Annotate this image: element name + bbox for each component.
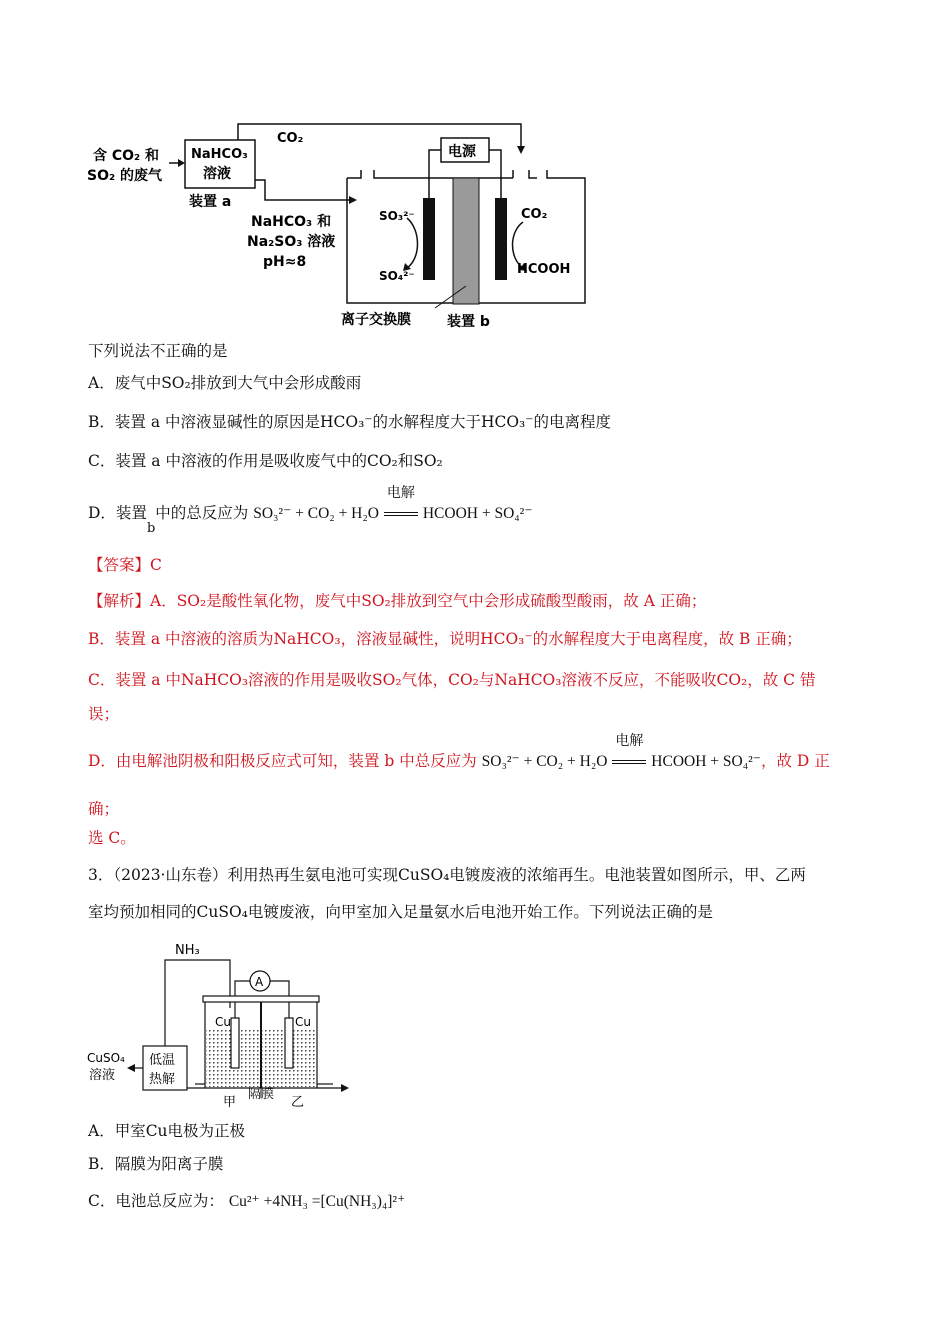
q2-exp-d <box>88 733 830 773</box>
device-b-label: 装置 b <box>447 314 490 330</box>
cu-electrode-left <box>231 1018 239 1068</box>
q3-stem-1: 3．（2023·山东卷）利用热再生氨电池可实现CuSO₄电镀废液的浓缩再生。电池装置如图所示，甲、乙两 <box>88 866 806 884</box>
waste-gas-label-1: 含 CO₂ 和 <box>93 148 160 164</box>
q2-exp-c2: 误； <box>88 705 120 723</box>
q3-c-prefix: C．电池总反应为： <box>88 1192 224 1210</box>
device-a-label: 装置 a <box>189 194 232 210</box>
q2-exp-c1: C．装置 a 中NaHCO₃溶液的作用是吸收SO₂气体，CO₂与NaHCO₃溶液不反应，不能吸收CO₂，故 C 错 <box>88 671 816 689</box>
power-label: 电源 <box>448 144 476 160</box>
cuso4-label-2: 溶液 <box>89 1068 116 1083</box>
q2-exp-d2: 确； <box>88 800 120 818</box>
solution-label-1: NaHCO₃ 和 <box>251 214 332 230</box>
box-a-label-2: 溶液 <box>203 166 231 182</box>
membrane-label-q3: 隔膜 <box>248 1087 275 1102</box>
q3-c-equation: Cu²⁺ +4NH₃ =[Cu(NH₃)₄]²⁺ <box>228 1193 406 1210</box>
q2-exp-d-condition-text: 电解 <box>615 733 644 749</box>
q2-stem: 下列说法不正确的是 <box>88 342 228 360</box>
q2-d-mid: 中的总反应为 <box>155 504 249 522</box>
q2-exp-a: 【解析】A．SO₂是酸性氧化物，废气中SO₂排放到空气中会形成硫酸型酸雨，故 A 正确； <box>88 592 707 610</box>
heat-box-label-1: 低温 <box>149 1053 176 1068</box>
q3-stem-2: 室均预加相同的CuSO₄电镀废液，向甲室加入足量氨水后电池开始工作。下列说法正确的是 <box>88 903 713 921</box>
q2-exp-d-eq-left: SO₃²⁻ + CO₂ + H₂O <box>481 753 608 770</box>
jia-label: 甲 <box>223 1095 237 1108</box>
ammeter-label: A <box>255 975 264 989</box>
q2-option-a: A．废气中SO₂排放到大气中会形成酸雨 <box>88 374 362 392</box>
electrode-left <box>423 198 435 280</box>
cell-lid <box>203 996 319 1002</box>
so4-label: SO₄²⁻ <box>379 269 415 283</box>
co2-top-label: CO₂ <box>277 131 304 146</box>
q2-d-prefix: D．装置 <box>88 504 147 522</box>
q2-exp-d-suffix: ，故 D 正 <box>760 752 830 770</box>
cu-electrode-right <box>285 1018 293 1068</box>
cu-left-label: Cu <box>215 1015 231 1029</box>
waste-gas-label-2: SO₂ 的废气 <box>87 168 162 184</box>
ion-exchange-membrane <box>453 178 479 304</box>
q2-choose: 选 C。 <box>88 829 136 847</box>
q2-exp-d-prefix: D．由电解池阴极和阳极反应式可知，装置 b 中总反应为 <box>88 752 477 770</box>
q2-option-d <box>88 485 533 536</box>
electrode-right <box>495 198 507 280</box>
q2-option-c: C．装置 a 中溶液的作用是吸收废气中的CO₂和SO₂ <box>88 452 443 470</box>
solution-label-2: Na₂SO₃ 溶液 <box>247 234 336 250</box>
q2-exp-b: B．装置 a 中溶液的溶质为NaHCO₃，溶液显碱性，说明HCO₃⁻的水解程度大于电离程度，故 B 正确； <box>88 630 802 648</box>
q2-d-condition-text: 电解 <box>386 485 415 501</box>
cuso4-label-1: CuSO₄ <box>87 1051 125 1065</box>
cu-right-label: Cu <box>295 1015 311 1029</box>
heat-box-label-2: 热解 <box>149 1072 176 1087</box>
q3-option-b: B．隔膜为阳离子膜 <box>88 1155 224 1173</box>
q2-exp-d-eq-right: HCOOH + SO₄²⁻ <box>651 753 761 770</box>
q2-d-condition <box>384 485 418 516</box>
figure-ammonia-battery <box>85 938 365 1108</box>
solution-label-3: pH≈8 <box>263 254 307 270</box>
co2-right-label: CO₂ <box>521 207 548 222</box>
q3-option-c <box>88 1190 405 1213</box>
hcooh-label: HCOOH <box>517 262 571 277</box>
q2-exp-d-condition <box>612 733 646 764</box>
box-a-label-1: NaHCO₃ <box>191 147 248 162</box>
q2-d-b: b <box>146 521 156 536</box>
q2-answer: 【答案】C <box>88 556 162 574</box>
so3-label: SO₃²⁻ <box>379 209 415 223</box>
yi-label: 乙 <box>291 1095 305 1108</box>
q2-d-equation-right: HCOOH + SO₄²⁻ <box>422 505 533 522</box>
nh3-label: NH₃ <box>175 943 200 958</box>
q2-d-equation-left: SO₃²⁻ + CO₂ + H₂O <box>253 505 379 522</box>
q2-option-b: B．装置 a 中溶液显碱性的原因是HCO₃⁻的水解程度大于HCO₃⁻的电离程度 <box>88 413 611 431</box>
membrane-label: 离子交换膜 <box>341 312 411 328</box>
figure-electrolysis-apparatus <box>85 118 595 333</box>
q3-option-a: A．甲室Cu电极为正极 <box>88 1122 246 1140</box>
